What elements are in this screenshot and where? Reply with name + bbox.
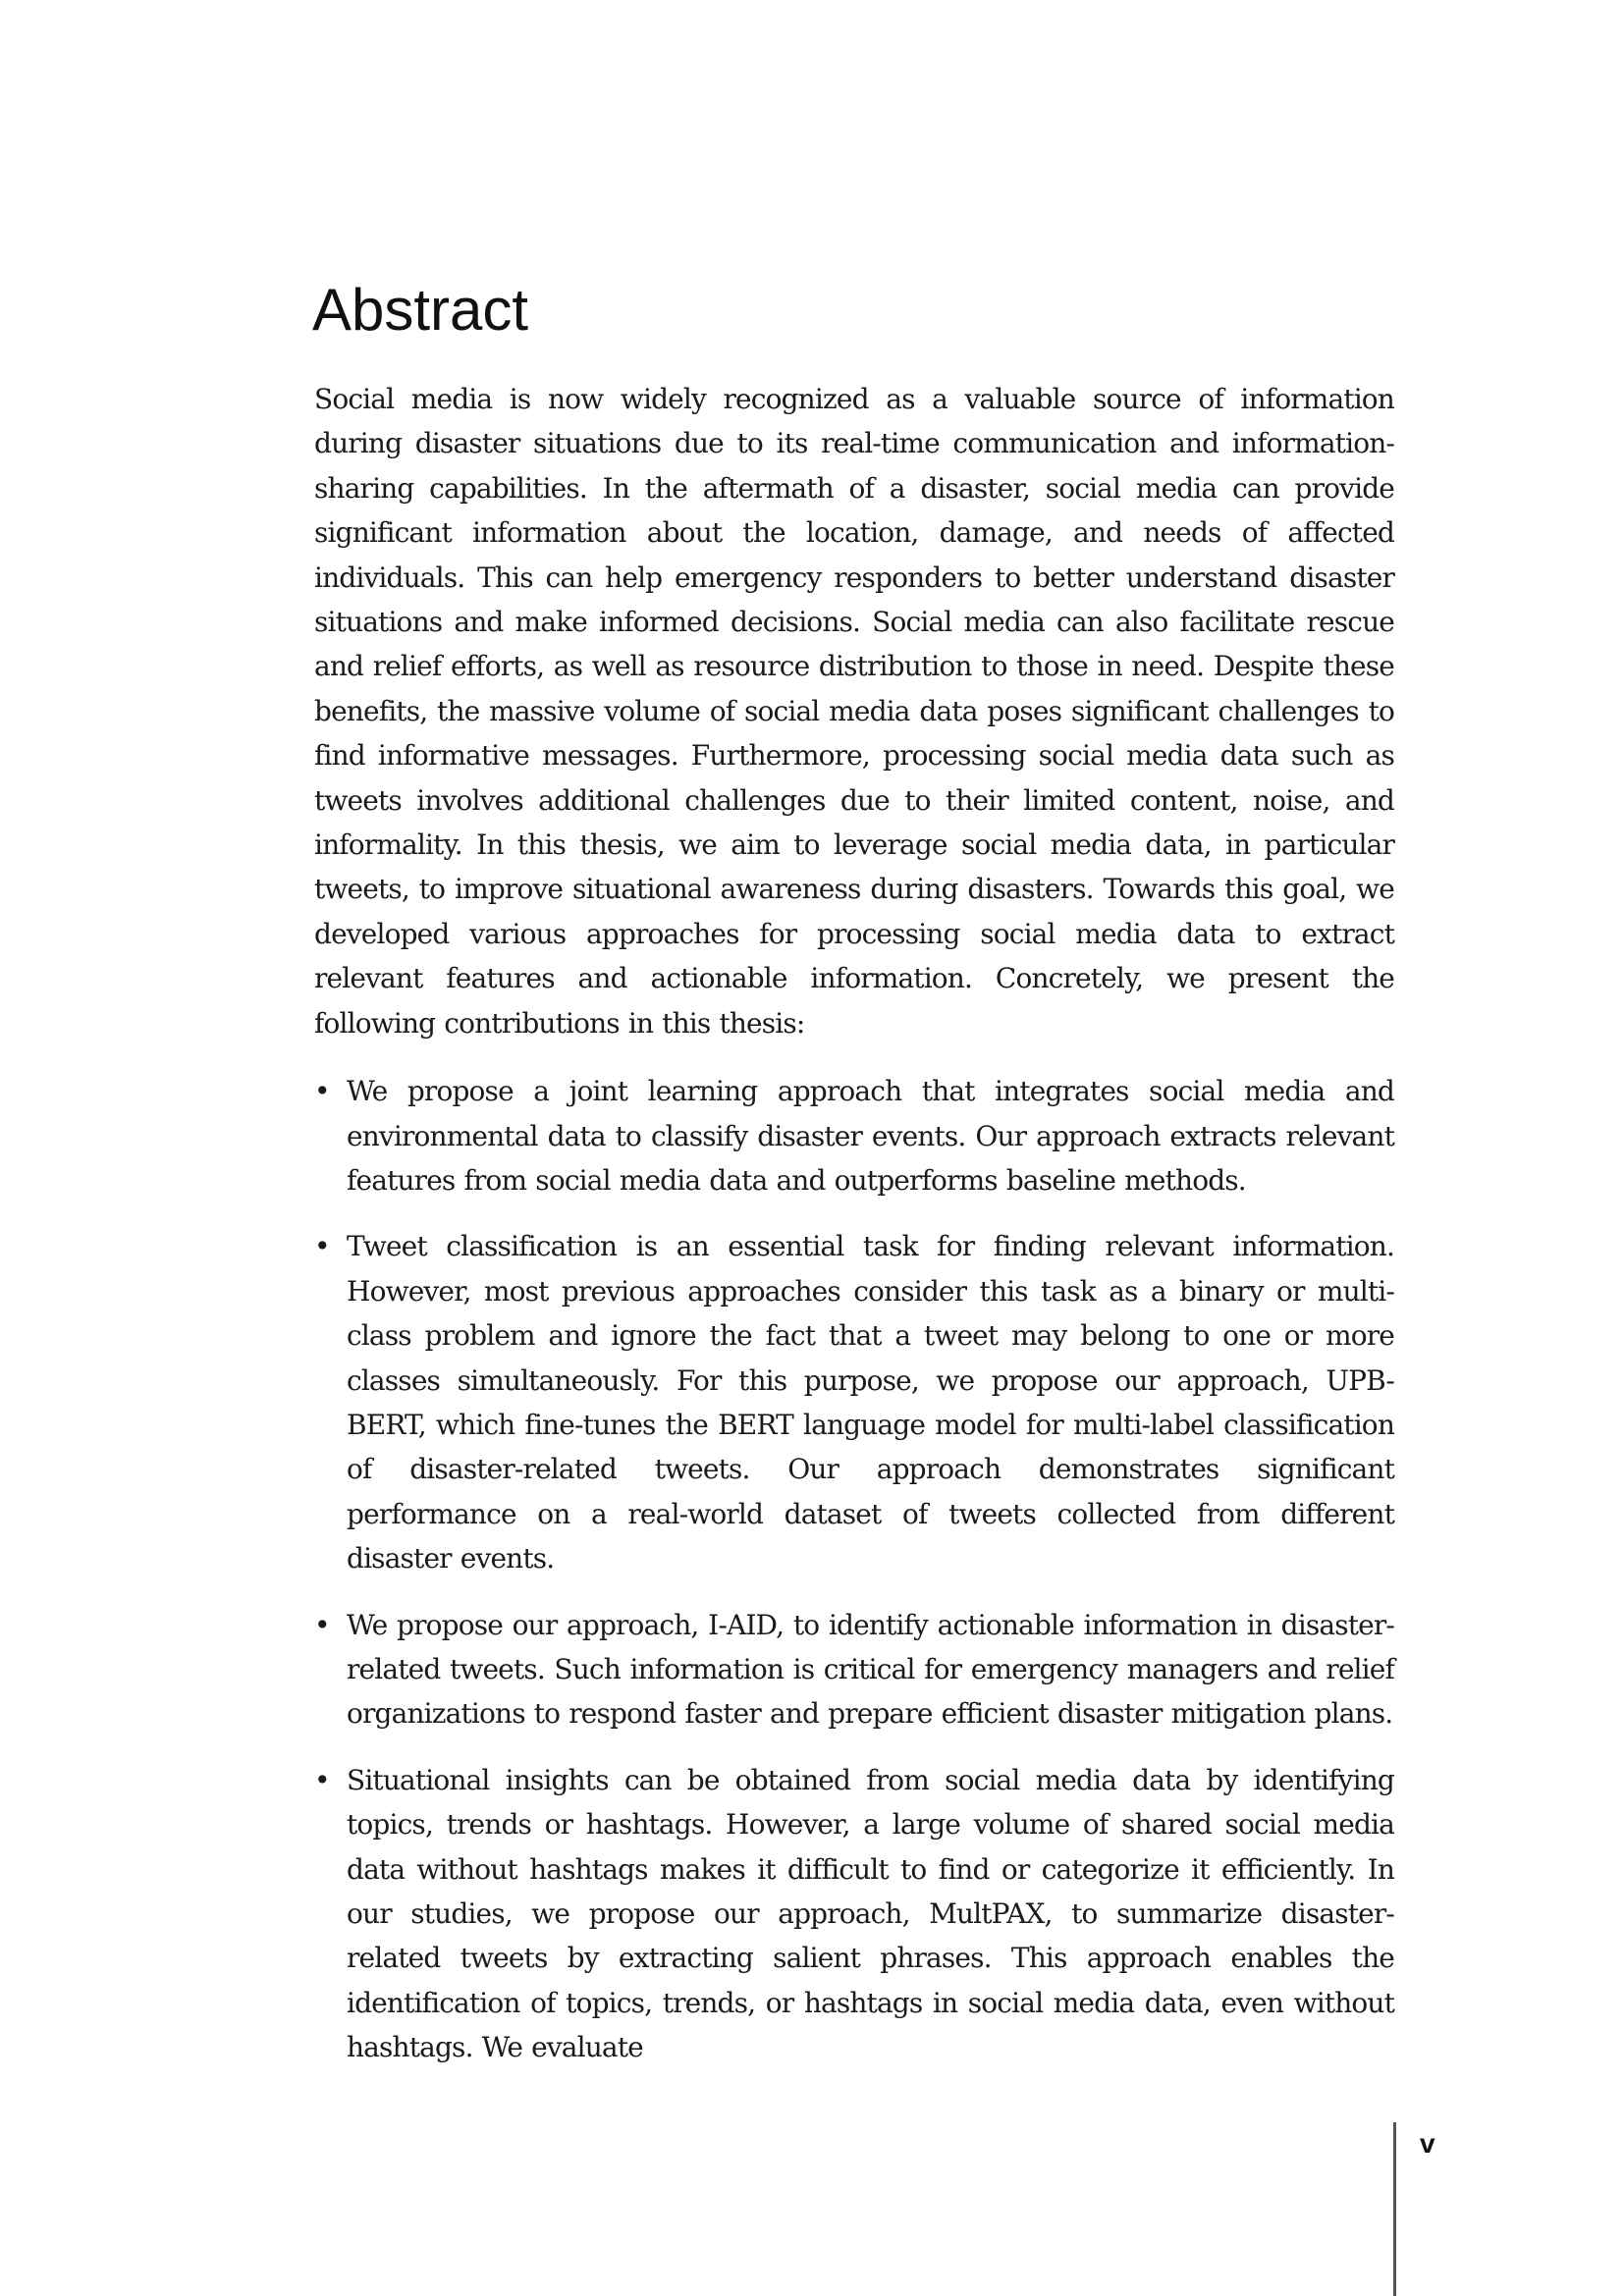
contributions-list [314, 1069, 1394, 2070]
bullet-icon: • [314, 1230, 331, 1263]
page-number: v [1420, 2128, 1435, 2159]
list-item [314, 1224, 1394, 1580]
list-item-text: We propose a joint learning approach that integrates social media and environmental data to classify disaster events. Our approach extracts relevant features from social media data and outperforms baseline methods. [347, 1075, 1394, 1197]
list-item-text: Situational insights can be obtained from social media data by identifying topics, trends or hashtags. However, a large volume of shared social media data without hashtags makes it difficult to find or categorize it efficiently. In our studies, we propose our approach, MultPAX, to summarize disaster-related tweets by extracting salient phrases. This approach enables the identification of topics, trends, or hashtags in social media data, even without hashtags. We evaluate [347, 1763, 1394, 2064]
margin-rule [1393, 2122, 1396, 2296]
intro-paragraph: Social media is now widely recognized as a valuable source of information during disaster situations due to its real-time communication and information-sharing capabilities. In the aftermath of a disaster, social media can provide significant information about the location, damage, and needs of affected individuals. This can help emergency responders to better understand disaster situations and make informed decisions. Social media can also facilitate rescue and relief efforts, as well as resource distribution to those in need. Despite these benefits, the massive volume of social media data poses significant challenges to find informative messages. Furthermore, processing social media data such as tweets involves additional challenges due to their limited content, noise, and informality. In this thesis, we aim to leverage social media data, in particular tweets, to improve situational awareness during disasters. Towards this goal, we developed various approaches for processing social media data to extract relevant features and actionable information. Concretely, we present the following contributions in this thesis: [314, 383, 1394, 1040]
bullet-icon: • [314, 1075, 331, 1108]
list-item-text: Tweet classification is an essential task for finding relevant information. However, most previous approaches consider this task as a binary or multi-class problem and ignore the fact that a tweet may belong to one or more classes simultaneously. For this purpose, we propose our approach, UPB-BERT, which fine-tunes the BERT language model for multi-label classification of disaster-related tweets. Our approach demonstrates significant performance on a real-world dataset of tweets collected from different disaster events. [347, 1230, 1394, 1575]
list-item [314, 1603, 1394, 1736]
bullet-icon: • [314, 1763, 331, 1796]
list-item-text: We propose our approach, I-AID, to identify actionable information in disaster-related tweets. Such information is critical for emergency managers and relief organizations to respond faster and prepare efficient disaster mitigation plans. [347, 1608, 1394, 1731]
bullet-icon: • [314, 1608, 331, 1641]
page-title: Abstract [312, 277, 529, 343]
list-item [314, 1758, 1394, 2070]
list-item [314, 1069, 1394, 1202]
abstract-body [314, 377, 1394, 2092]
